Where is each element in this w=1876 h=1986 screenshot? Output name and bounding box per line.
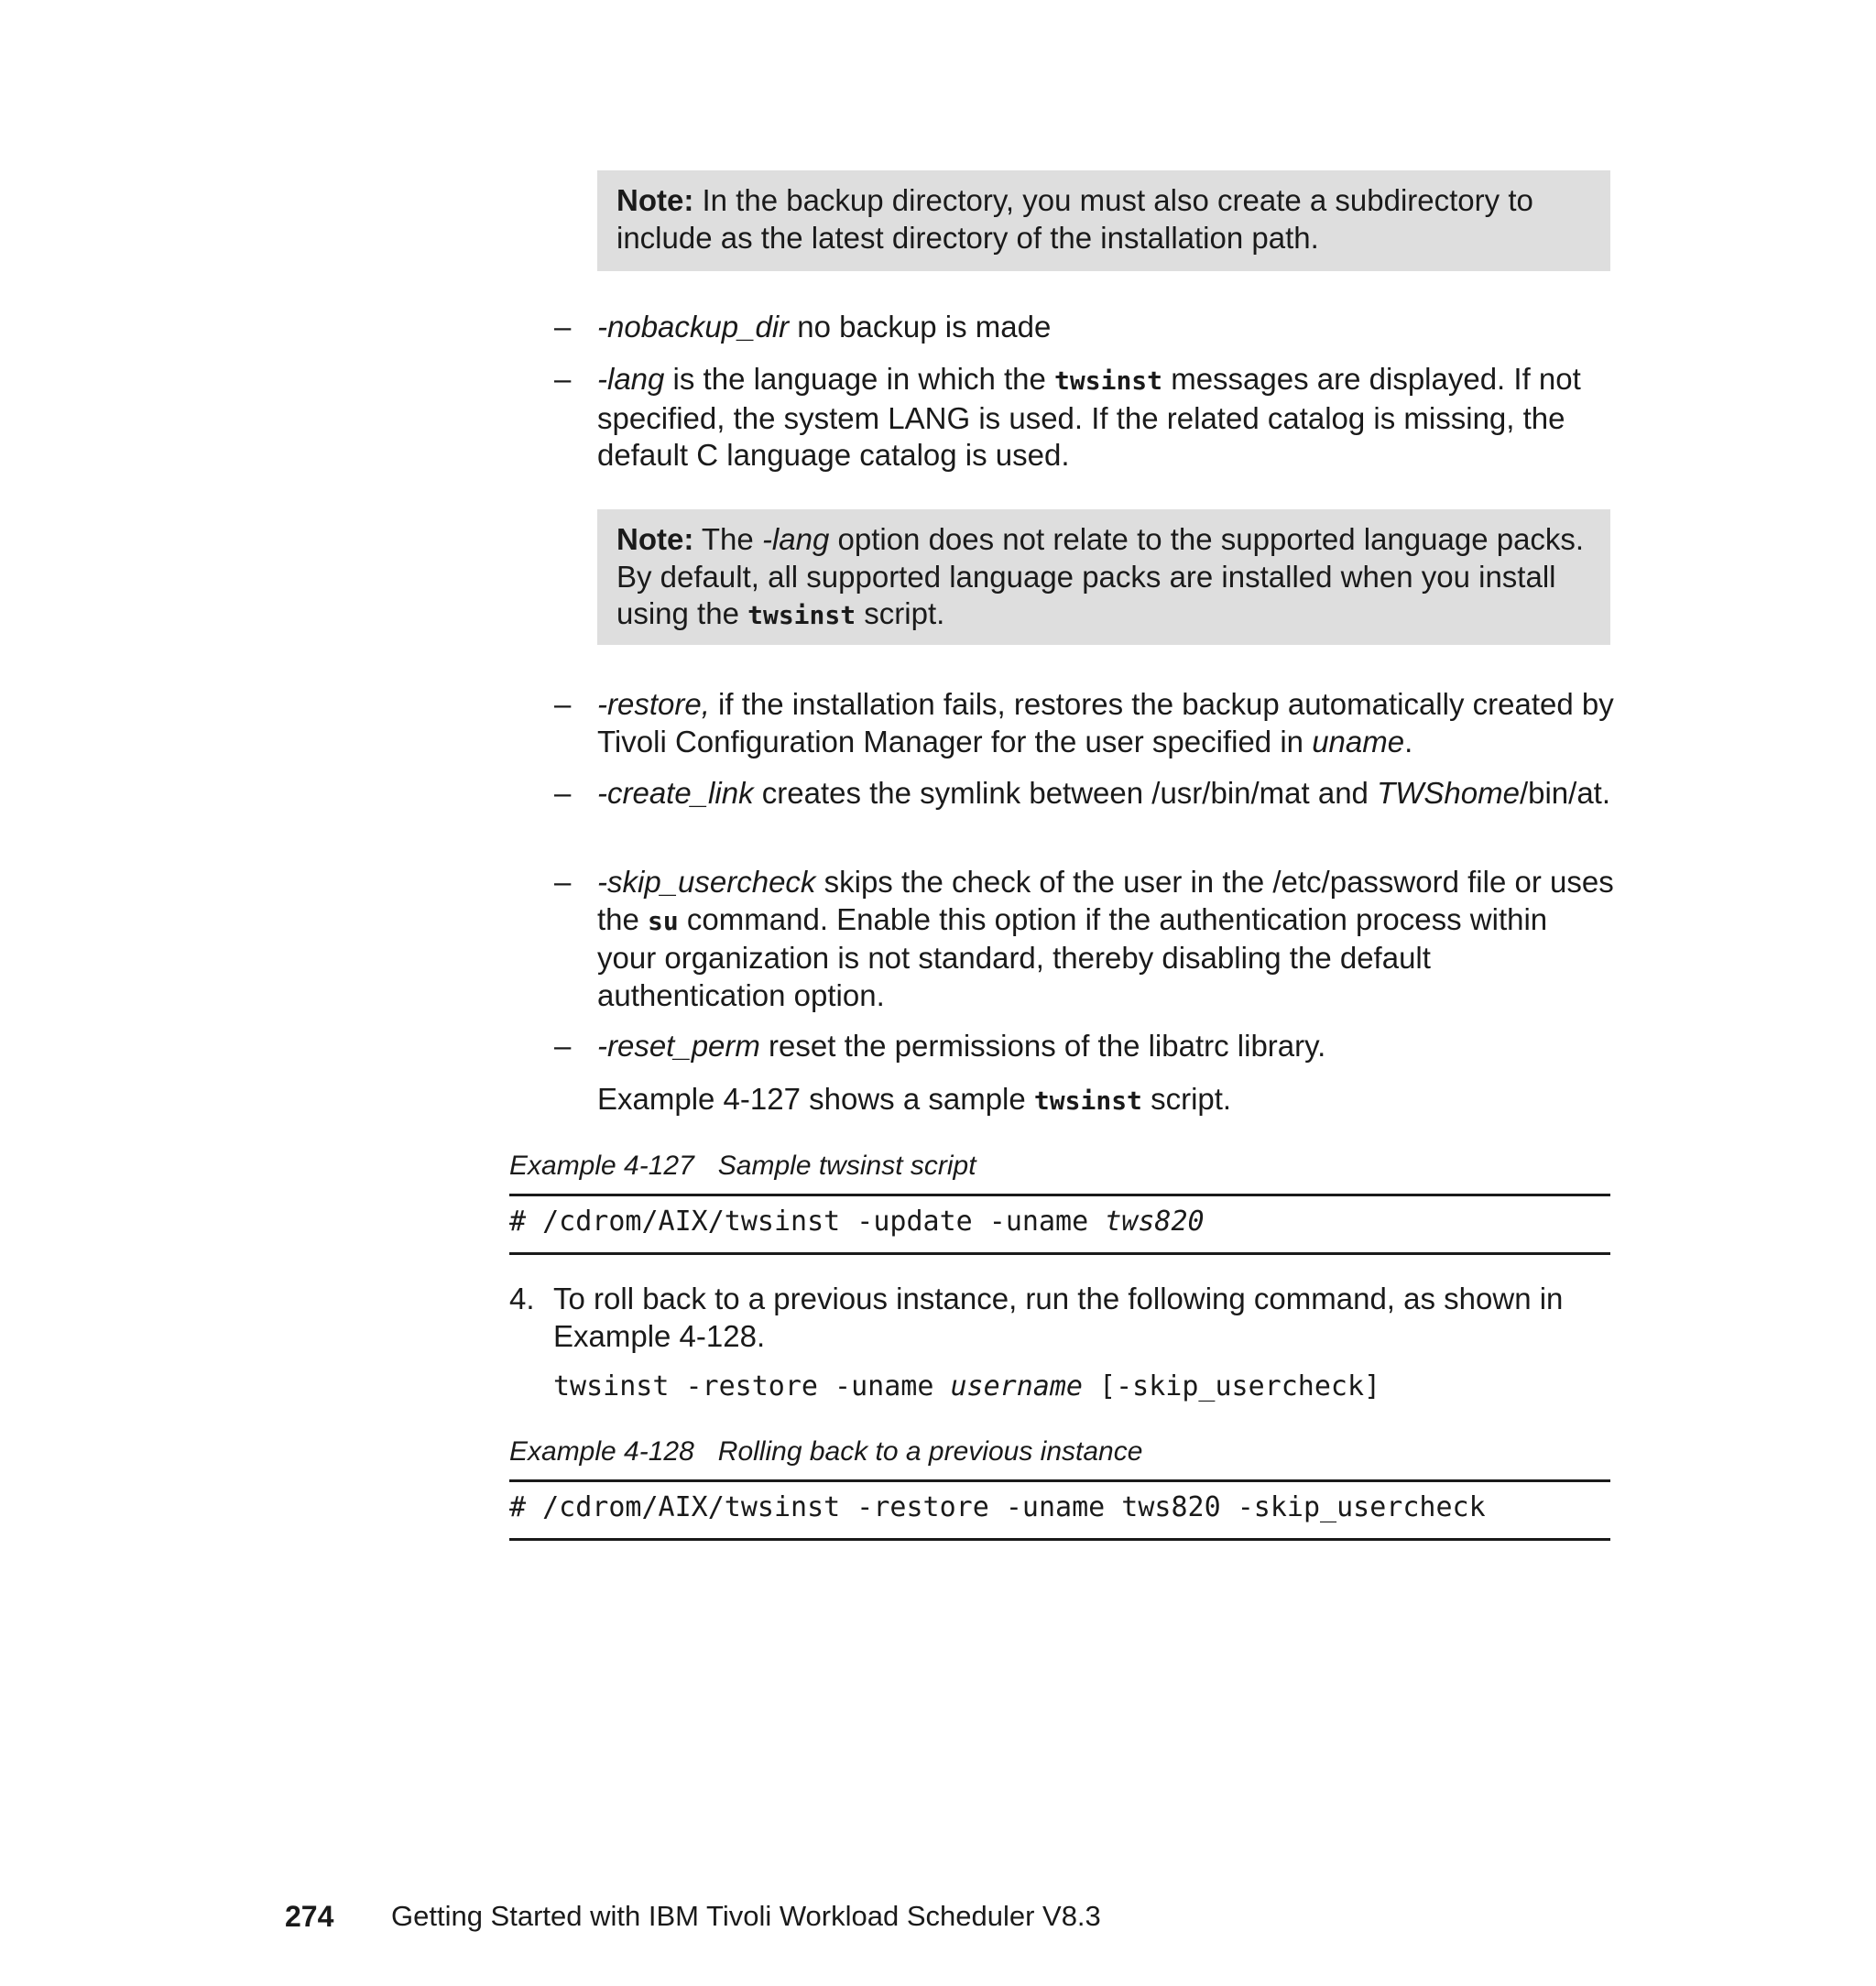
note-label: Note: — [616, 183, 694, 217]
option-desc: reset the permissions of the libatrc library. — [759, 1029, 1326, 1063]
command-syntax: twsinst -restore -uname username [-skip_usercheck] — [553, 1370, 1381, 1402]
option-name: -reset_perm — [597, 1029, 760, 1063]
example-bottom-rule — [509, 1538, 1610, 1541]
option-create-link: -create_link creates the symlink between /usr/bin/mat and TWShome/bin/at. — [597, 776, 1611, 810]
note-text: In the backup directory, you must also create a subdirectory to include as the latest directory of the installation path. — [616, 183, 1533, 255]
note-box-backup — [597, 170, 1610, 271]
option-reset-perm — [597, 1028, 1614, 1065]
option-name: -lang — [761, 522, 830, 556]
code-sample-restore: # /cdrom/AIX/twsinst -restore -uname tws820 -skip_usercheck — [509, 1491, 1486, 1523]
option-name: -skip_usercheck — [597, 865, 816, 899]
list-dash: – — [554, 310, 572, 344]
page-number: 274 — [285, 1900, 334, 1933]
book-title: Getting Started with IBM Tivoli Workload Scheduler V8.3 — [391, 1900, 1101, 1932]
list-dash: – — [554, 687, 572, 721]
note-box-lang: Note: The -lang option does not relate to the supported language packs. By default, all supported language packs are installed when you install using the twsinst script. — [597, 509, 1610, 645]
list-dash: – — [554, 1029, 572, 1063]
option-name: -create_link — [597, 776, 754, 810]
command-name: twsinst — [747, 600, 856, 630]
option-lang: -lang is the language in which the twsinst messages are displayed. If not specified, the system LANG is used. If the related catalog is missing, the default C language catalog is used. — [597, 362, 1581, 472]
example-title: Rolling back to a previous instance — [717, 1436, 1143, 1467]
option-name: -lang — [597, 362, 665, 396]
example-number: Example 4-127 — [509, 1151, 694, 1181]
command-name: su — [648, 905, 679, 936]
example-title: Sample twsinst script — [717, 1151, 976, 1181]
command-name: twsinst — [1033, 1086, 1142, 1116]
option-name: -restore, — [597, 687, 710, 721]
example-bottom-rule — [509, 1252, 1610, 1255]
list-dash: – — [554, 776, 572, 810]
option-skip-usercheck: -skip_usercheck skips the check of the user in the /etc/password file or uses the su command. Enable this option if the authentication process within your organization is not standard, thereby disabling the default authentication option. — [597, 865, 1614, 1012]
option-nobackup-dir — [597, 309, 1614, 346]
example-top-rule — [509, 1479, 1610, 1482]
example-caption-127 — [509, 1151, 976, 1182]
code-sample-update: # /cdrom/AIX/twsinst -update -uname tws820 — [509, 1206, 1205, 1238]
step-text: To roll back to a previous instance, run the following command, as shown in Example 4-128. — [553, 1282, 1564, 1353]
step-number: 4. — [509, 1282, 535, 1315]
list-dash: – — [554, 865, 572, 899]
option-name: -nobackup_dir — [597, 310, 790, 344]
option-restore: -restore, if the installation fails, restores the backup automatically created by Tivoli Configuration Manager for the user specified in uname. — [597, 687, 1614, 758]
option-desc: no backup is made — [789, 310, 1052, 344]
command-name: twsinst — [1054, 366, 1163, 396]
note-label: Note: — [616, 522, 694, 556]
example-caption-128 — [509, 1436, 1142, 1468]
list-dash: – — [554, 362, 572, 396]
example-number: Example 4-128 — [509, 1436, 694, 1467]
example-reference: Example 4-127 shows a sample twsinst script. — [597, 1082, 1232, 1116]
example-top-rule — [509, 1194, 1610, 1196]
